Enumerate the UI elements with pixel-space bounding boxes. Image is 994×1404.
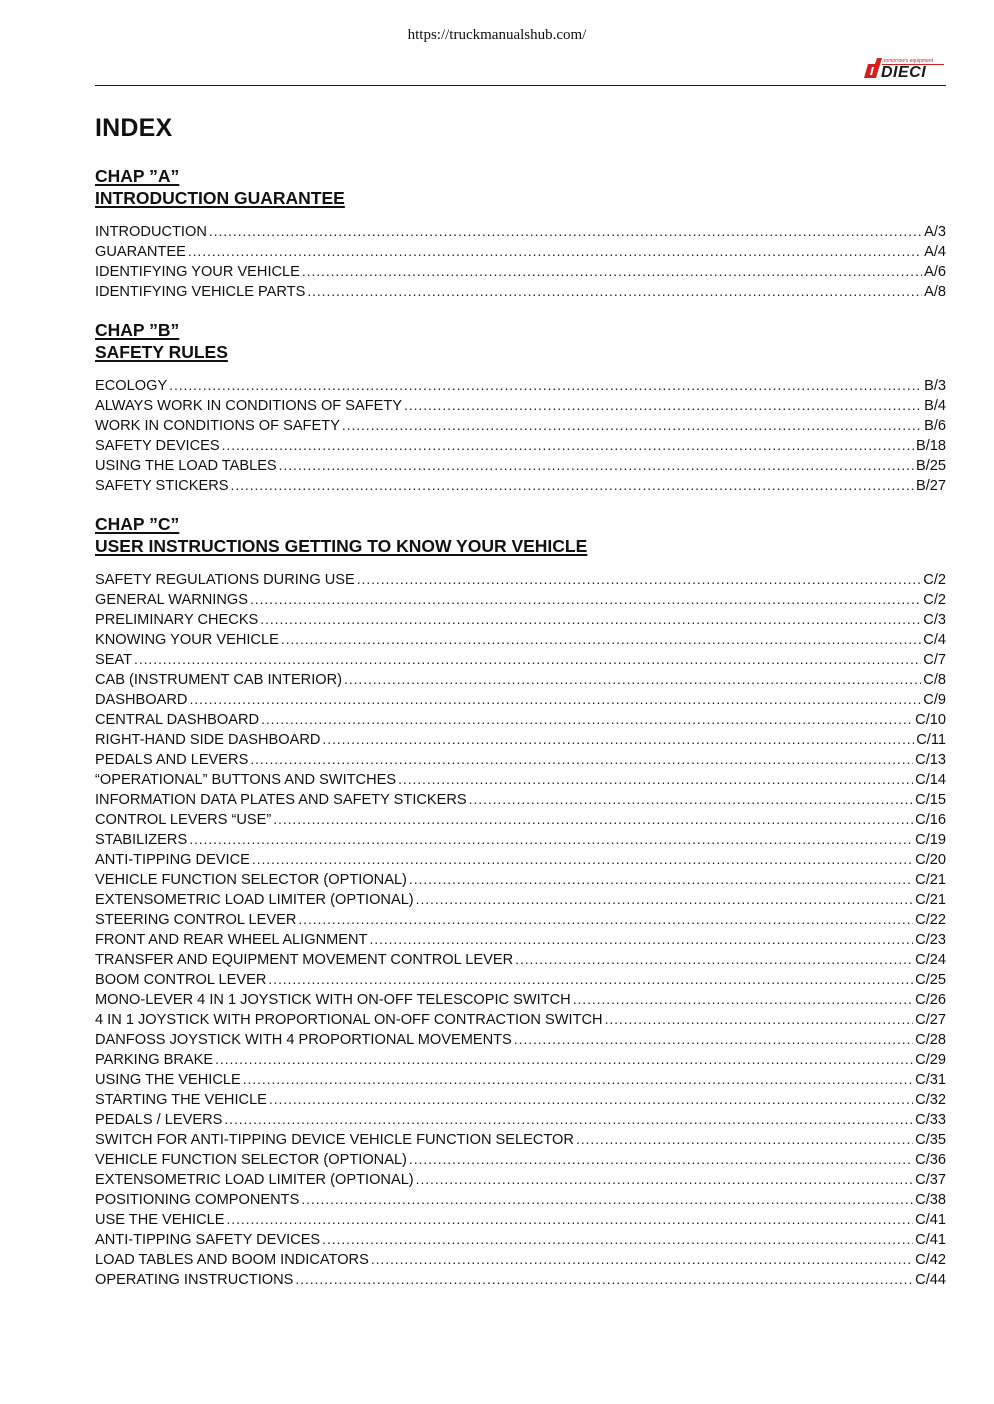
dot-leader [281,629,921,649]
toc-entry[interactable] [95,869,946,889]
dot-leader [295,1269,913,1289]
dot-leader [416,1169,914,1189]
toc-entry[interactable] [95,475,946,495]
dot-leader [357,569,922,589]
toc-entry-title: SAFETY STICKERS [95,478,229,494]
dot-leader [301,1189,913,1209]
dot-leader [416,889,914,909]
dieci-logo [862,54,946,80]
toc-entry[interactable] [95,1089,946,1109]
toc-entry-page: C/8 [923,672,946,688]
dot-leader [269,1089,913,1109]
toc-entry[interactable] [95,1069,946,1089]
toc-entry[interactable] [95,689,946,709]
toc-entry-title: OPERATING INSTRUCTIONS [95,1272,294,1288]
toc-entry[interactable] [95,1169,946,1189]
toc-entry[interactable] [95,829,946,849]
toc-entry-title: ALWAYS WORK IN CONDITIONS OF SAFETY [95,398,403,414]
toc-entry-page: C/36 [915,1152,946,1168]
toc-entry-title: PEDALS / LEVERS [95,1112,223,1128]
toc-entry[interactable] [95,1249,946,1269]
toc-entry-page: C/10 [915,712,946,728]
toc-entry-page: C/35 [915,1132,946,1148]
toc-entry[interactable] [95,1049,946,1069]
toc-entry[interactable] [95,949,946,969]
dot-leader [260,609,921,629]
toc-entry-page: B/18 [915,438,946,454]
toc-entry-title: VEHICLE FUNCTION SELECTOR (OPTIONAL) [95,1152,407,1168]
toc-entry-page: C/31 [915,1072,946,1088]
chapter-label: CHAP ”C” [95,514,180,534]
toc-entry-page: C/37 [915,1172,946,1188]
toc-entry-list [95,375,946,495]
toc-entry[interactable] [95,281,946,301]
toc-entry-page: C/14 [915,772,946,788]
toc-entry-title: “OPERATIONAL” BUTTONS AND SWITCHES [95,772,397,788]
dot-leader [252,849,913,869]
dot-leader [322,1229,913,1249]
toc-entry-title: KNOWING YOUR VEHICLE [95,632,279,648]
chapter-section [95,513,946,1289]
toc-entry-title: CONTROL LEVERS “USE” [95,812,272,828]
toc-entry-title: INTRODUCTION [95,224,207,240]
dot-leader [344,669,921,689]
toc-entry-list [95,569,946,1289]
toc-entry-title: PRELIMINARY CHECKS [95,612,259,628]
toc-entry-title: GENERAL WARNINGS [95,592,248,608]
toc-entry-page: C/3 [923,612,946,628]
toc-entry-title: GUARANTEE [95,244,186,260]
toc-entry[interactable] [95,415,946,435]
dot-leader [298,909,913,929]
toc-entry-title: LOAD TABLES AND BOOM INDICATORS [95,1252,369,1268]
toc-entry-title: ANTI-TIPPING SAFETY DEVICES [95,1232,321,1248]
chapter-title: INTRODUCTION GUARANTEE [95,188,345,208]
toc-entry-title: SAFETY REGULATIONS DURING USE [95,572,355,588]
toc-entry-title: RIGHT-HAND SIDE DASHBOARD [95,732,321,748]
toc-entry[interactable] [95,609,946,629]
toc-entry-title: EXTENSOMETRIC LOAD LIMITER (OPTIONAL) [95,1172,414,1188]
toc-entry-page: B/3 [924,378,946,394]
toc-entry-title: SEAT [95,652,133,668]
toc-entry[interactable] [95,241,946,261]
toc-entry[interactable] [95,589,946,609]
toc-entry[interactable] [95,1009,946,1029]
dot-leader [514,1029,913,1049]
toc-entry[interactable] [95,969,946,989]
toc-entry-title: USING THE VEHICLE [95,1072,241,1088]
dot-leader [404,395,922,415]
toc-entry[interactable] [95,1189,946,1209]
toc-entry-page: C/16 [915,812,946,828]
dot-leader [134,649,921,669]
toc-entry-page: C/2 [923,592,946,608]
toc-entry-page: C/7 [923,652,946,668]
toc-entry-page: B/27 [915,478,946,494]
dot-leader [227,1209,914,1229]
toc-entry-title: POSITIONING COMPONENTS [95,1192,300,1208]
toc-entry-title: STEERING CONTROL LEVER [95,912,297,928]
toc-entry[interactable] [95,1029,946,1049]
toc-entry-title: SAFETY DEVICES [95,438,220,454]
toc-entry[interactable] [95,709,946,729]
chapter-title: USER INSTRUCTIONS GETTING TO KNOW YOUR VEHICLE [95,536,588,556]
toc-entry-title: USE THE VEHICLE [95,1212,225,1228]
dot-leader [268,969,913,989]
toc-entry-title: DASHBOARD [95,692,188,708]
chapter-section [95,165,946,301]
toc-entry-title: USING THE LOAD TABLES [95,458,277,474]
toc-entry-page: C/2 [923,572,946,588]
toc-entry-title: IDENTIFYING VEHICLE PARTS [95,284,306,300]
toc-entry[interactable] [95,1129,946,1149]
toc-entry-page: C/29 [915,1052,946,1068]
toc-entry-page: C/23 [915,932,946,948]
toc-entry-page: A/8 [924,284,946,300]
toc-entry[interactable] [95,629,946,649]
toc-entry[interactable] [95,669,946,689]
toc-entry-title: ECOLOGY [95,378,168,394]
toc-entry[interactable] [95,989,946,1009]
toc-entry[interactable] [95,375,946,395]
toc-entry-title: PEDALS AND LEVERS [95,752,249,768]
toc-entry-page: A/4 [924,244,946,260]
toc-entry-title: INFORMATION DATA PLATES AND SAFETY STICKERS [95,792,467,808]
chapter-list [95,165,946,1289]
toc-entry-title: SWITCH FOR ANTI-TIPPING DEVICE VEHICLE FUNCTION SELECTOR [95,1132,574,1148]
toc-entry-page: C/19 [915,832,946,848]
toc-entry[interactable] [95,909,946,929]
toc-entry[interactable] [95,1269,946,1289]
toc-entry-title: ANTI-TIPPING DEVICE [95,852,250,868]
toc-entry-page: C/15 [915,792,946,808]
dot-leader [302,261,922,281]
toc-entry-page: A/3 [924,224,946,240]
toc-entry-page: C/44 [915,1272,946,1288]
page-title: INDEX [95,114,173,142]
toc-entry-title: STABILIZERS [95,832,188,848]
dot-leader [273,809,913,829]
toc-entry-page: A/6 [924,264,946,280]
toc-entry-title: CAB (INSTRUMENT CAB INTERIOR) [95,672,343,688]
dot-leader [209,221,922,241]
toc-entry[interactable] [95,1149,946,1169]
toc-entry-title: FRONT AND REAR WHEEL ALIGNMENT [95,932,368,948]
toc-entry-page: C/24 [915,952,946,968]
toc-entry-title: DANFOSS JOYSTICK WITH 4 PROPORTIONAL MOVEMENTS [95,1032,512,1048]
dot-leader [576,1129,913,1149]
toc-entry[interactable] [95,769,946,789]
toc-entry-list [95,221,946,301]
toc-entry[interactable] [95,789,946,809]
toc-entry-title: CENTRAL DASHBOARD [95,712,260,728]
toc-entry[interactable] [95,649,946,669]
toc-entry[interactable] [95,395,946,415]
toc-entry-title: IDENTIFYING YOUR VEHICLE [95,264,300,280]
dot-leader [398,769,913,789]
toc-entry-page: C/41 [915,1232,946,1248]
dot-leader [573,989,913,1009]
svg-text:DIECI: DIECI [881,64,927,80]
source-url[interactable]: https://truckmanualshub.com/ [407,27,587,43]
dot-leader [515,949,913,969]
dot-leader [215,1049,913,1069]
toc-entry-page: C/42 [915,1252,946,1268]
toc-entry[interactable] [95,1229,946,1249]
chapter-label: CHAP ”B” [95,320,180,340]
toc-entry[interactable] [95,221,946,241]
toc-entry-page: C/32 [915,1092,946,1108]
dot-leader [605,1009,914,1029]
toc-entry[interactable] [95,809,946,829]
dot-leader [188,241,922,261]
dot-leader [469,789,914,809]
dot-leader [243,1069,913,1089]
toc-entry-page: C/11 [916,732,946,748]
toc-entry-page: B/4 [924,398,946,414]
index-content [95,111,946,1307]
chapter-label: CHAP ”A” [95,166,180,186]
toc-entry-page: C/26 [915,992,946,1008]
toc-entry[interactable] [95,1109,946,1129]
dot-leader [261,709,913,729]
dot-leader [189,689,921,709]
dot-leader [224,1109,913,1129]
toc-entry[interactable] [95,455,946,475]
toc-entry-title: 4 IN 1 JOYSTICK WITH PROPORTIONAL ON-OFF CONTRACTION SWITCH [95,1012,603,1028]
dot-leader [369,929,913,949]
dot-leader [322,729,914,749]
toc-entry-page: C/20 [915,852,946,868]
dot-leader [409,1149,913,1169]
dot-leader [409,869,913,889]
header-divider [95,85,946,86]
toc-entry-page: C/21 [915,892,946,908]
toc-entry[interactable] [95,435,946,455]
toc-entry[interactable] [95,1209,946,1229]
dot-leader [222,435,914,455]
chapter-title: SAFETY RULES [95,342,228,362]
toc-entry[interactable] [95,889,946,909]
dot-leader [231,475,914,495]
toc-entry[interactable] [95,749,946,769]
toc-entry-page: C/22 [915,912,946,928]
toc-entry-page: C/21 [915,872,946,888]
dot-leader [342,415,922,435]
dot-leader [189,829,913,849]
toc-entry-title: STARTING THE VEHICLE [95,1092,267,1108]
dot-leader [307,281,922,301]
toc-entry-page: C/27 [915,1012,946,1028]
dot-leader [169,375,922,395]
toc-entry-page: B/25 [915,458,946,474]
dot-leader [250,749,913,769]
toc-entry[interactable] [95,929,946,949]
toc-entry[interactable] [95,729,946,749]
chapter-section [95,319,946,495]
toc-entry-title: PARKING BRAKE [95,1052,214,1068]
toc-entry-page: C/4 [923,632,946,648]
toc-entry-page: C/33 [915,1112,946,1128]
dot-leader [279,455,914,475]
toc-entry-title: EXTENSOMETRIC LOAD LIMITER (OPTIONAL) [95,892,414,908]
toc-entry-page: C/38 [915,1192,946,1208]
dot-leader [250,589,921,609]
toc-entry-page: C/9 [923,692,946,708]
svg-text:tomorrow's equipment: tomorrow's equipment [884,58,934,64]
toc-entry-title: TRANSFER AND EQUIPMENT MOVEMENT CONTROL LEVER [95,952,514,968]
toc-entry-title: BOOM CONTROL LEVER [95,972,267,988]
toc-entry-title: VEHICLE FUNCTION SELECTOR (OPTIONAL) [95,872,407,888]
toc-entry-title: MONO-LEVER 4 IN 1 JOYSTICK WITH ON-OFF TELESCOPIC SWITCH [95,992,571,1008]
toc-entry[interactable] [95,261,946,281]
toc-entry-title: WORK IN CONDITIONS OF SAFETY [95,418,340,434]
toc-entry-page: B/6 [924,418,946,434]
toc-entry-page: C/28 [915,1032,946,1048]
toc-entry[interactable] [95,569,946,589]
toc-entry-page: C/13 [915,752,946,768]
dot-leader [371,1249,913,1269]
toc-entry[interactable] [95,849,946,869]
toc-entry-page: C/25 [915,972,946,988]
toc-entry-page: C/41 [915,1212,946,1228]
